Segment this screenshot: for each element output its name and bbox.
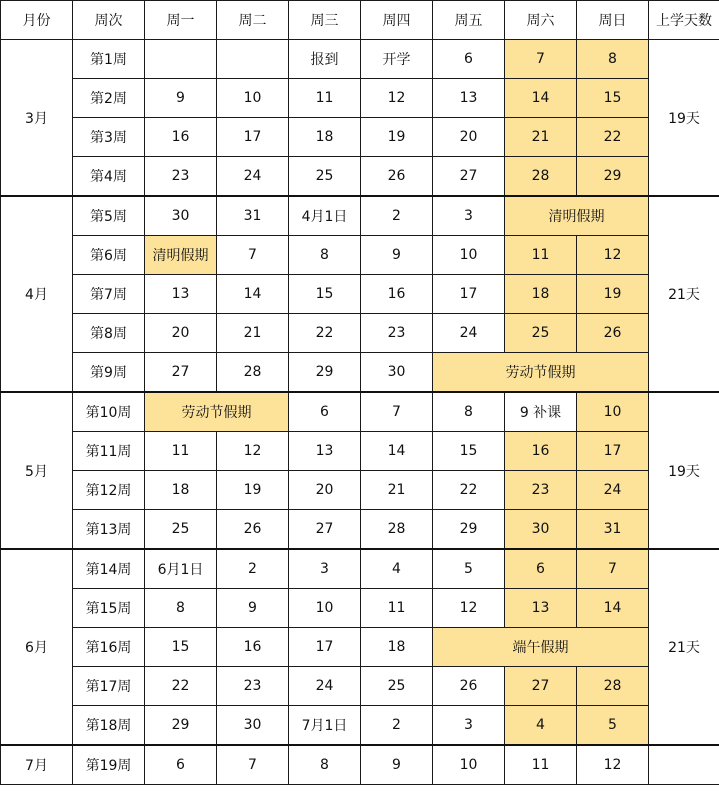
day-cell: 10 xyxy=(217,79,289,118)
day-cell: 8 xyxy=(289,236,361,275)
day-cell: 报到 xyxy=(289,40,361,79)
day-cell-highlighted: 21 xyxy=(505,118,577,157)
day-cell-highlighted: 清明假期 xyxy=(505,196,649,236)
day-cell: 10 xyxy=(433,236,505,275)
day-cell: 20 xyxy=(289,471,361,510)
day-cell: 4月1日 xyxy=(289,196,361,236)
week-cell: 第4周 xyxy=(73,157,145,197)
week-cell: 第11周 xyxy=(73,432,145,471)
table-row xyxy=(1,589,719,628)
day-cell: 21 xyxy=(217,314,289,353)
school-days-cell: 21天 xyxy=(649,549,719,745)
day-cell: 7 xyxy=(217,745,289,785)
day-cell-highlighted: 12 xyxy=(577,236,649,275)
day-cell: 24 xyxy=(217,157,289,197)
day-cell: 30 xyxy=(145,196,217,236)
day-cell: 9 补课 xyxy=(505,392,577,432)
day-cell: 28 xyxy=(217,353,289,393)
day-cell-highlighted: 清明假期 xyxy=(145,236,217,275)
day-cell: 13 xyxy=(433,79,505,118)
day-cell: 26 xyxy=(217,510,289,550)
day-cell: 3 xyxy=(433,706,505,746)
day-cell: 21 xyxy=(361,471,433,510)
day-cell-highlighted: 7 xyxy=(505,40,577,79)
day-cell xyxy=(145,40,217,79)
header-month: 月份 xyxy=(1,1,73,40)
day-cell: 14 xyxy=(361,432,433,471)
day-cell: 22 xyxy=(433,471,505,510)
day-cell: 31 xyxy=(217,196,289,236)
day-cell-highlighted: 24 xyxy=(577,471,649,510)
day-cell: 9 xyxy=(217,589,289,628)
table-row xyxy=(1,706,719,746)
table-row xyxy=(1,40,719,79)
school-days-cell: 19天 xyxy=(649,40,719,197)
day-cell-highlighted: 10 xyxy=(577,392,649,432)
day-cell: 22 xyxy=(289,314,361,353)
day-cell-highlighted: 27 xyxy=(505,667,577,706)
header-thursday: 周四 xyxy=(361,1,433,40)
day-cell: 24 xyxy=(289,667,361,706)
week-cell: 第16周 xyxy=(73,628,145,667)
day-cell: 12 xyxy=(577,745,649,785)
day-cell: 12 xyxy=(361,79,433,118)
day-cell: 23 xyxy=(361,314,433,353)
day-cell: 20 xyxy=(145,314,217,353)
week-cell: 第19周 xyxy=(73,745,145,785)
day-cell: 9 xyxy=(145,79,217,118)
table-row xyxy=(1,314,719,353)
day-cell: 7 xyxy=(361,392,433,432)
day-cell: 27 xyxy=(289,510,361,550)
week-cell: 第2周 xyxy=(73,79,145,118)
day-cell: 11 xyxy=(361,589,433,628)
week-cell: 第10周 xyxy=(73,392,145,432)
week-cell: 第8周 xyxy=(73,314,145,353)
day-cell: 15 xyxy=(433,432,505,471)
day-cell-highlighted: 22 xyxy=(577,118,649,157)
day-cell: 29 xyxy=(145,706,217,746)
day-cell-highlighted: 30 xyxy=(505,510,577,550)
day-cell: 23 xyxy=(217,667,289,706)
day-cell: 9 xyxy=(361,236,433,275)
header-tuesday: 周二 xyxy=(217,1,289,40)
day-cell-highlighted: 14 xyxy=(505,79,577,118)
month-cell: 6月 xyxy=(1,549,73,745)
day-cell-highlighted: 劳动节假期 xyxy=(433,353,649,393)
day-cell: 30 xyxy=(217,706,289,746)
day-cell: 29 xyxy=(433,510,505,550)
day-cell-highlighted: 4 xyxy=(505,706,577,746)
day-cell: 11 xyxy=(289,79,361,118)
school-days-cell: 21天 xyxy=(649,196,719,392)
day-cell: 19 xyxy=(361,118,433,157)
day-cell: 10 xyxy=(289,589,361,628)
day-cell: 开学 xyxy=(361,40,433,79)
day-cell-highlighted: 15 xyxy=(577,79,649,118)
day-cell: 6 xyxy=(433,40,505,79)
table-row xyxy=(1,275,719,314)
day-cell: 7 xyxy=(217,236,289,275)
day-cell: 4 xyxy=(361,549,433,589)
day-cell: 25 xyxy=(361,667,433,706)
week-cell: 第15周 xyxy=(73,589,145,628)
day-cell-highlighted: 14 xyxy=(577,589,649,628)
day-cell-highlighted: 31 xyxy=(577,510,649,550)
day-cell: 18 xyxy=(145,471,217,510)
day-cell: 7月1日 xyxy=(289,706,361,746)
day-cell: 30 xyxy=(361,353,433,393)
day-cell-highlighted: 25 xyxy=(505,314,577,353)
day-cell: 15 xyxy=(289,275,361,314)
month-cell: 7月 xyxy=(1,745,73,785)
day-cell-highlighted: 26 xyxy=(577,314,649,353)
day-cell: 18 xyxy=(361,628,433,667)
table-row xyxy=(1,628,719,667)
header-friday: 周五 xyxy=(433,1,505,40)
day-cell: 22 xyxy=(145,667,217,706)
day-cell: 6 xyxy=(289,392,361,432)
day-cell: 3 xyxy=(433,196,505,236)
day-cell-highlighted: 劳动节假期 xyxy=(145,392,289,432)
week-cell: 第9周 xyxy=(73,353,145,393)
school-days-cell: 19天 xyxy=(649,392,719,549)
day-cell-highlighted: 8 xyxy=(577,40,649,79)
day-cell: 27 xyxy=(145,353,217,393)
day-cell: 2 xyxy=(361,196,433,236)
day-cell: 3 xyxy=(289,549,361,589)
table-row xyxy=(1,196,719,236)
day-cell: 17 xyxy=(217,118,289,157)
day-cell: 13 xyxy=(145,275,217,314)
day-cell-highlighted: 28 xyxy=(577,667,649,706)
table-row xyxy=(1,745,719,785)
day-cell: 8 xyxy=(289,745,361,785)
day-cell: 13 xyxy=(289,432,361,471)
week-cell: 第7周 xyxy=(73,275,145,314)
day-cell: 29 xyxy=(289,353,361,393)
day-cell: 26 xyxy=(433,667,505,706)
day-cell-highlighted: 13 xyxy=(505,589,577,628)
week-cell: 第5周 xyxy=(73,196,145,236)
day-cell: 14 xyxy=(217,275,289,314)
day-cell: 5 xyxy=(433,549,505,589)
day-cell: 26 xyxy=(361,157,433,197)
day-cell: 2 xyxy=(361,706,433,746)
month-cell: 4月 xyxy=(1,196,73,392)
table-row xyxy=(1,353,719,393)
table-row xyxy=(1,157,719,197)
table-row xyxy=(1,392,719,432)
header-wednesday: 周三 xyxy=(289,1,361,40)
table-row xyxy=(1,471,719,510)
day-cell: 16 xyxy=(217,628,289,667)
week-cell: 第13周 xyxy=(73,510,145,550)
table-row xyxy=(1,549,719,589)
day-cell-highlighted: 19 xyxy=(577,275,649,314)
table-row xyxy=(1,667,719,706)
table-row xyxy=(1,236,719,275)
day-cell-highlighted: 23 xyxy=(505,471,577,510)
day-cell: 6 xyxy=(145,745,217,785)
day-cell: 25 xyxy=(289,157,361,197)
day-cell: 20 xyxy=(433,118,505,157)
day-cell-highlighted: 17 xyxy=(577,432,649,471)
table-row xyxy=(1,510,719,550)
day-cell xyxy=(217,40,289,79)
header-week: 周次 xyxy=(73,1,145,40)
calendar-body xyxy=(1,40,719,785)
day-cell: 11 xyxy=(505,745,577,785)
day-cell-highlighted: 11 xyxy=(505,236,577,275)
day-cell: 12 xyxy=(433,589,505,628)
day-cell: 8 xyxy=(433,392,505,432)
day-cell: 10 xyxy=(433,745,505,785)
day-cell-highlighted: 18 xyxy=(505,275,577,314)
week-cell: 第1周 xyxy=(73,40,145,79)
day-cell-highlighted: 29 xyxy=(577,157,649,197)
day-cell: 12 xyxy=(217,432,289,471)
day-cell-highlighted: 6 xyxy=(505,549,577,589)
header-school-days: 上学天数 xyxy=(649,1,719,40)
month-cell: 3月 xyxy=(1,40,73,197)
day-cell-highlighted: 16 xyxy=(505,432,577,471)
day-cell: 17 xyxy=(289,628,361,667)
day-cell-highlighted: 7 xyxy=(577,549,649,589)
day-cell: 23 xyxy=(145,157,217,197)
day-cell: 18 xyxy=(289,118,361,157)
school-days-cell xyxy=(649,745,719,785)
day-cell: 27 xyxy=(433,157,505,197)
day-cell-highlighted: 28 xyxy=(505,157,577,197)
day-cell: 16 xyxy=(145,118,217,157)
header-saturday: 周六 xyxy=(505,1,577,40)
day-cell: 24 xyxy=(433,314,505,353)
day-cell: 11 xyxy=(145,432,217,471)
day-cell: 16 xyxy=(361,275,433,314)
day-cell: 25 xyxy=(145,510,217,550)
day-cell: 17 xyxy=(433,275,505,314)
day-cell: 19 xyxy=(217,471,289,510)
day-cell: 9 xyxy=(361,745,433,785)
day-cell-highlighted: 5 xyxy=(577,706,649,746)
table-row xyxy=(1,79,719,118)
table-row xyxy=(1,432,719,471)
day-cell: 2 xyxy=(217,549,289,589)
day-cell: 28 xyxy=(361,510,433,550)
header-sunday: 周日 xyxy=(577,1,649,40)
week-cell: 第3周 xyxy=(73,118,145,157)
day-cell: 8 xyxy=(145,589,217,628)
header-row xyxy=(1,1,719,40)
week-cell: 第14周 xyxy=(73,549,145,589)
day-cell: 6月1日 xyxy=(145,549,217,589)
table-row xyxy=(1,118,719,157)
week-cell: 第6周 xyxy=(73,236,145,275)
week-cell: 第12周 xyxy=(73,471,145,510)
day-cell: 15 xyxy=(145,628,217,667)
day-cell-highlighted: 端午假期 xyxy=(433,628,649,667)
week-cell: 第18周 xyxy=(73,706,145,746)
month-cell: 5月 xyxy=(1,392,73,549)
header-monday: 周一 xyxy=(145,1,217,40)
week-cell: 第17周 xyxy=(73,667,145,706)
